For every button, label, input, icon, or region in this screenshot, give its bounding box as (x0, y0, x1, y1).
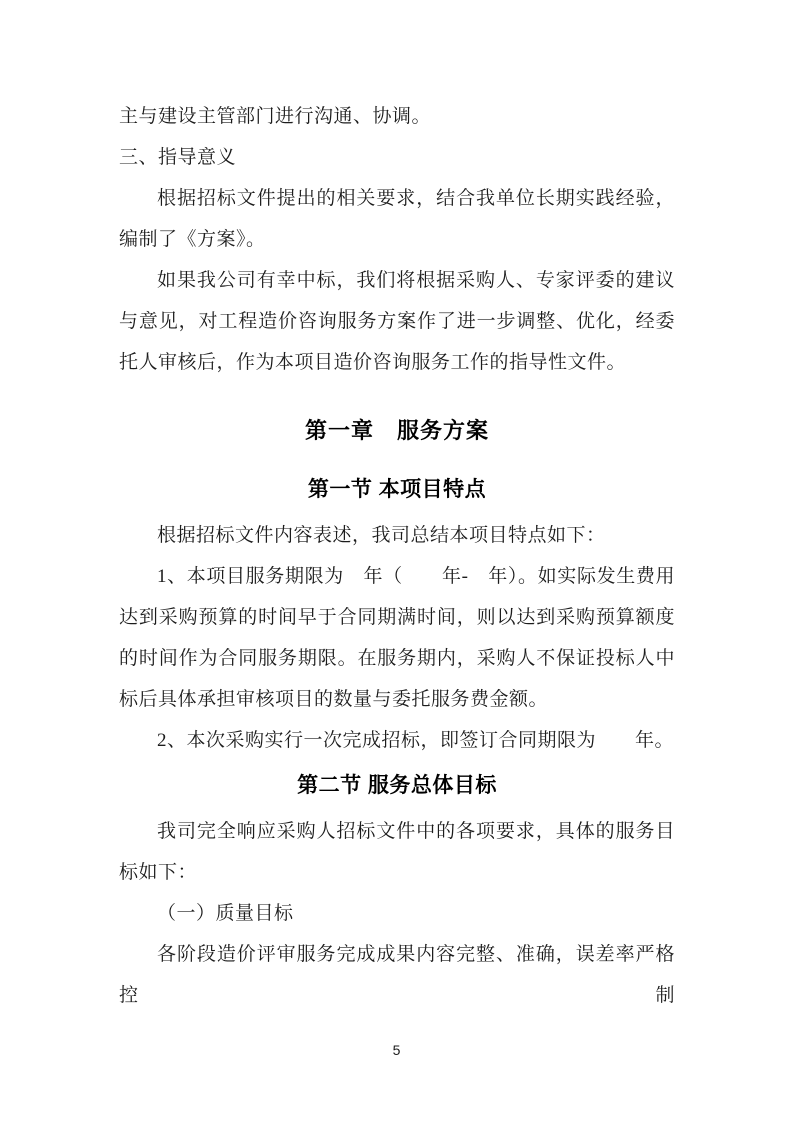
paragraph-item-2: 2、本次采购实行一次完成招标，即签订合同期限为 年。 (157, 730, 675, 751)
paragraph: 根据招标文件提出的相关要求，结合我单位长期实践经验，编制了《方案》。 (119, 188, 675, 250)
paragraph: 如果我公司有幸中标，我们将根据采购人、专家评委的建议与意见，对工程造价咨询服务方案作了进一步调整、优化，经委托人审核后，作为本项目造价咨询服务工作的指导性文件。 (119, 270, 675, 373)
page-number: 5 (392, 1042, 401, 1058)
list-heading-three: 三、指导意义 (119, 147, 237, 168)
paragraph-continues-next-page: 各阶段造价评审服务完成成果内容完整、准确，误差率严格控制 (119, 944, 675, 1006)
section-heading-2: 第二节 服务总体目标 (297, 774, 497, 797)
chapter-heading: 第一章 服务方案 (304, 418, 489, 443)
paragraph-quality-goal-label: （一）质量目标 (157, 903, 294, 924)
paragraph: 我司完全响应采购人招标文件中的各项要求，具体的服务目标如下： (119, 821, 675, 883)
paragraph: 根据招标文件内容表述，我司总结本项目特点如下： (157, 525, 606, 546)
paragraph-continuation: 主与建设主管部门进行沟通、协调。 (119, 106, 432, 127)
section-heading-1: 第一节 本项目特点 (307, 478, 487, 501)
paragraph-item-1: 1、本项目服务期限为 年（ 年- 年）。如实际发生费用达到采购预算的时间早于合同期满时间，则以达到采购预算额度的时间作为合同服务期限。在服务期内，采购人不保证投标人中标后具体承担审核项目的数量与委托服务费金额。 (119, 566, 675, 710)
